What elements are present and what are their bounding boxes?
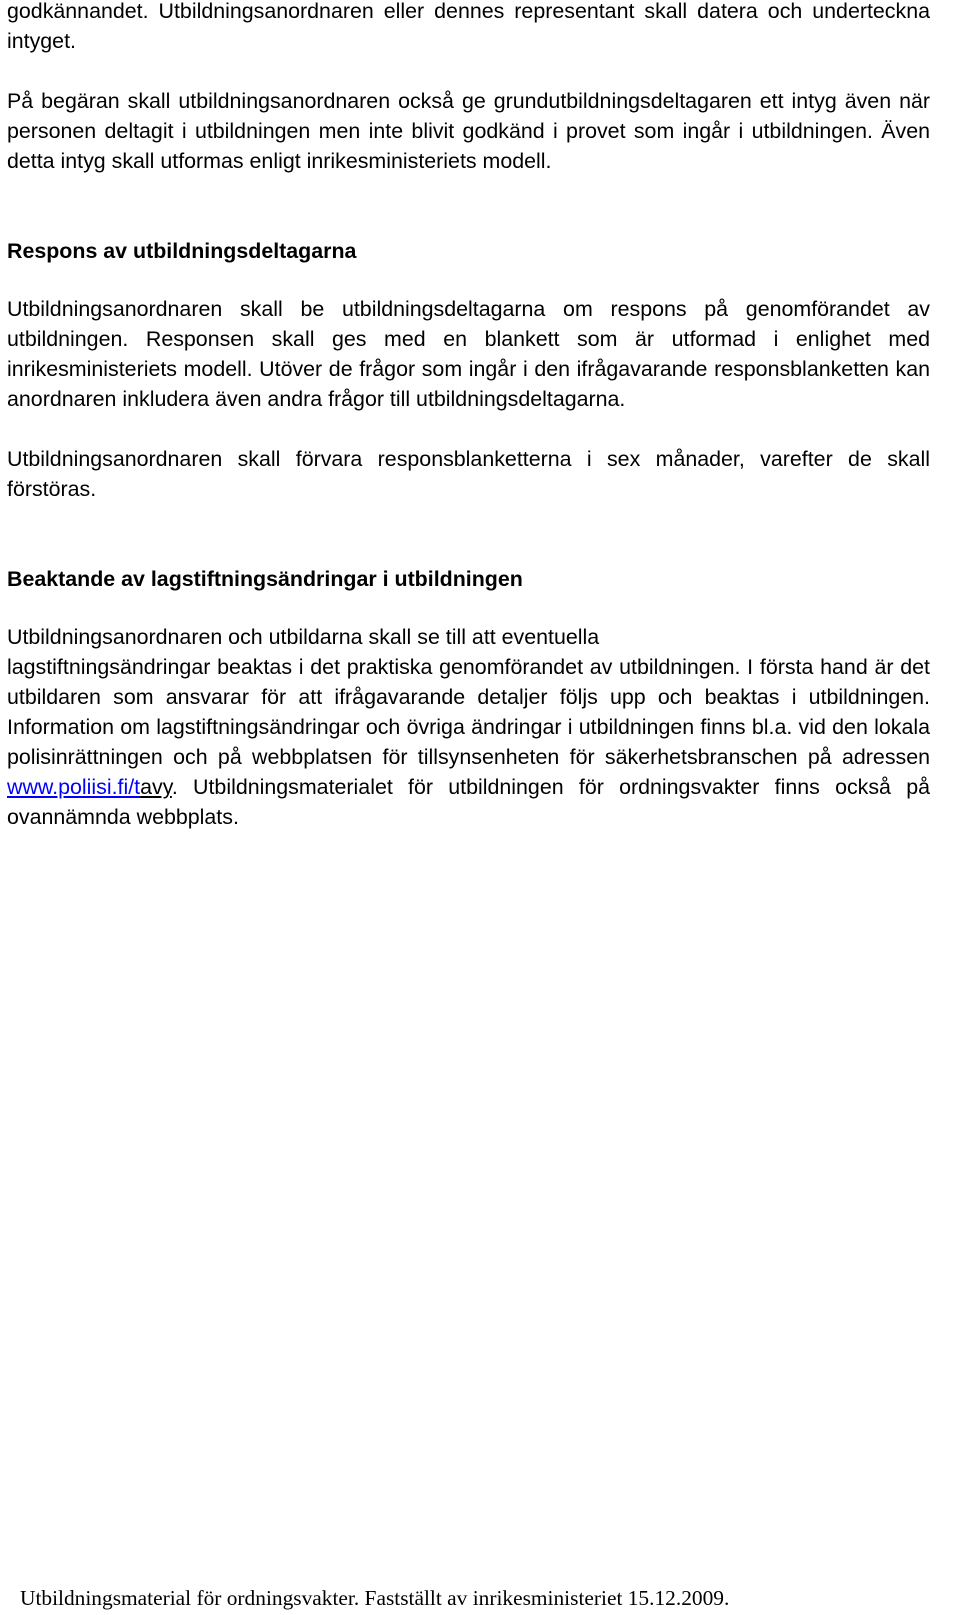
lagstiftning-paragraph-first-line: Utbildningsanordnaren och utbildarna skall se till att eventuella: [7, 625, 600, 649]
paragraph-spacer: [7, 56, 930, 86]
paragraph-spacer: [7, 414, 930, 444]
respons-paragraph-1: Utbildningsanordnaren skall be utbildningsdeltagarna om respons på genomförandet av utbildningen. Responsen skall ges med en blankett som är utformad i enlighet med inrikesministeriets modell. Utöver de frågor som ingår i den ifrågavarande responsblanketten kan anordnaren inkludera även andra frågor till utbildningsdeltagarna.: [7, 297, 930, 411]
lagstiftning-paragraph: [7, 652, 930, 832]
document-page: [7, 0, 930, 832]
section-spacer: [7, 504, 930, 564]
poliisi-link[interactable]: www.poliisi.fi/t: [7, 775, 141, 799]
lagstiftning-paragraph-text: lagstiftningsändringar beaktas i det praktiska genomförandet av utbildningen. I första hand är det utbildaren som ansvarar för att ifrågavarande detaljer följs upp och beaktas i utbildningen. Information om lagstiftningsändringar och övriga ändringar i utbildningen finns bl.a. vid den lokala polisinrättningen och på webbplatsen för tillsynsenheten för säkerhetsbranschen på adressen: [7, 655, 930, 769]
lagstiftning-paragraph-end: . Utbildningsmaterialet för utbildningen för ordningsvakter finns också på ovannämnda webbplats.: [7, 775, 930, 829]
certificate-paragraph: På begäran skall utbildningsanordnaren också ge grundutbildningsdeltagaren ett intyg även när personen deltagit i utbildningen men inte blivit godkänd i provet som ingår i utbildningen. Även detta intyg skall utformas enligt inrikesministeriets modell.: [7, 89, 930, 173]
section-heading-lagstiftning: Beaktande av lagstiftningsändringar i utbildningen: [7, 567, 523, 591]
intro-paragraph-continuation: godkännandet. Utbildningsanordnaren eller dennes representant skall datera och underteckna intyget.: [7, 0, 930, 53]
poliisi-link-tail[interactable]: avy: [140, 775, 172, 799]
section-spacer: [7, 176, 930, 236]
section-heading-respons: Respons av utbildningsdeltagarna: [7, 239, 357, 263]
page-footer: Utbildningsmaterial för ordningsvakter. Fastställt av inrikesministeriet 15.12.2009.: [20, 1586, 730, 1610]
heading-spacer: [7, 266, 930, 294]
respons-paragraph-2: Utbildningsanordnaren skall förvara responsblanketterna i sex månader, varefter de skall förstöras.: [7, 447, 930, 501]
heading-spacer: [7, 594, 930, 622]
